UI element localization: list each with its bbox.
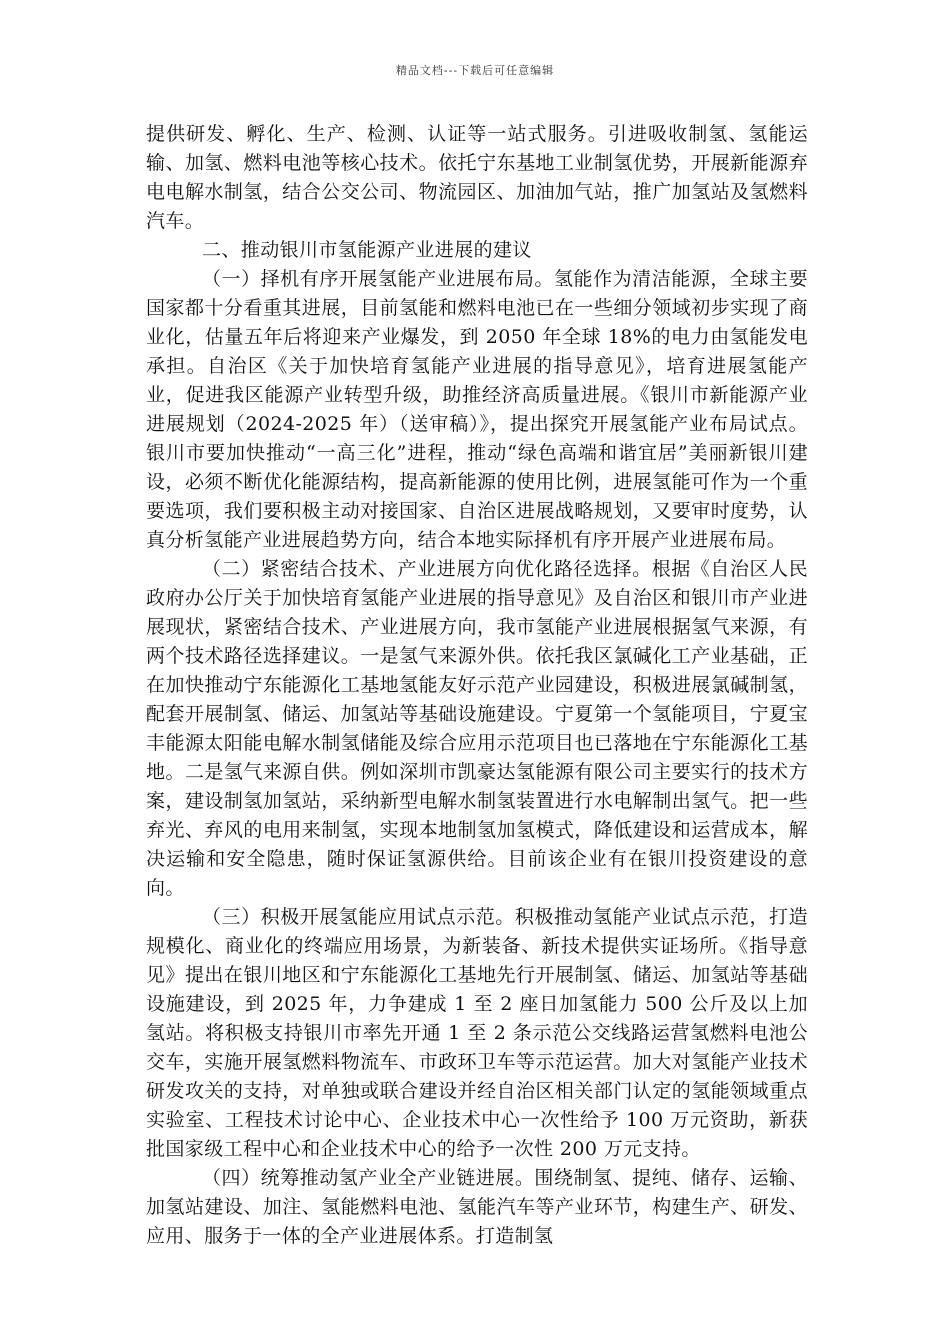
paragraph-2: （二）紧密结合技术、产业进展方向优化路径选择。根据《自治区人民政府办公厅关于加快培育氢能产业进展的指导意见》及自治区和银川市产业进展现状，紧密结合技术、产业进展方向，我市氢能产业进展根据氢气来源，有两个技术路径选择建议。一是氢气来源外供。依托我区氯碱化工产业基础，正在加快推动宁东能源化工基地氢能友好示范产业园建设，积极进展氯碱制氢，配套开展制氢、储运、加氢站等基础设施建设。宁夏第一个氢能项目，宁夏宝丰能源太阳能电解水制氢储能及综合应用示范项目也已落地在宁东能源化工基地。二是氢气来源自供。例如深圳市凯豪达氢能源有限公司主要实行的技术方案，建设制氢加氢站，采纳新型电解水制氢装置进行水电解制出氢气。把一些弃光、弃风的电用来制氢，实现本地制氢加氢模式，降低建设和运营成本，解决运输和安全隐患，随时保证氢源供给。目前该企业有在银川投资建设的意向。 [146, 558, 808, 899]
paragraph-3: （三）积极开展氢能应用试点示范。积极推动氢能产业试点示范，打造规模化、商业化的终端应用场景，为新装备、新技术提供实证场所。《指导意见》提出在银川地区和宁东能源化工基地先行开展制氢、储运、加氢站等基础设施建设，到 2025 年，力争建成 1 至 2 座日加氢能力 500 公斤及以上加氢站。将积极支持银川市率先开通 1 至 2 条示范公交线路运营氢燃料电池公交车，实施开展氢燃料物流车、市政环卫车等示范运营。加大对氢能产业技术研发攻关的支持，对单独或联合建设并经自治区相关部门认定的氢能领域重点实验室、工程技术讨论中心、企业技术中心一次性给予 100 万元资助，新获批国家级工程中心和企业技术中心的给予一次性 200 万元支持。 [146, 906, 808, 1160]
section-heading: 二、推动银川市氢能源产业进展的建议 [202, 239, 532, 261]
paragraph-1: （一）择机有序开展氢能产业进展布局。氢能作为清洁能源，全球主要国家都十分看重其进展，目前氢能和燃料电池已在一些细分领域初步实现了商业化，估量五年后将迎来产业爆发，到 2050 年全球 18%的电力由氢能发电承担。自治区《关于加快培育氢能产业进展的指导意见》，培育进展氢能产业，促进我区能源产业转型升级，助推经济高质量进展。《银川市新能源产业进展规划（2024-2025 年）（送审稿）》，提出探究开展氢能产业布局试点。银川市要加快推动“一高三化”进程，推动“绿色高端和谐宜居”美丽新银川建设，必须不断优化能源结构，提高新能源的使用比例，进展氢能可作为一个重要选项，我们要积极主动对接国家、自治区进展战略规划，又要审时度势，认真分析氢能产业进展趋势方向，结合本地实际择机有序开展产业进展布局。 [146, 268, 808, 551]
paragraph-4: （四）统筹推动氢产业全产业链进展。围绕制氢、提纯、储存、运输、加氢站建设、加注、氢能燃料电池、氢能汽车等产业环节，构建生产、研发、应用、服务于一体的全产业进展体系。打造制氢 [146, 1167, 808, 1247]
document-body [146, 120, 808, 1251]
paragraph-continuation: 提供研发、孵化、生产、检测、认证等一站式服务。引进吸收制氢、氢能运输、加氢、燃料电池等核心技术。依托宁东基地工业制氢优势，开展新能源弃电电解水制氢，结合公交公司、物流园区、加油加气站，推广加氢站及氢燃料汽车。 [146, 123, 808, 232]
page-header: 精品文档---下载后可任意编辑 [395, 64, 555, 77]
